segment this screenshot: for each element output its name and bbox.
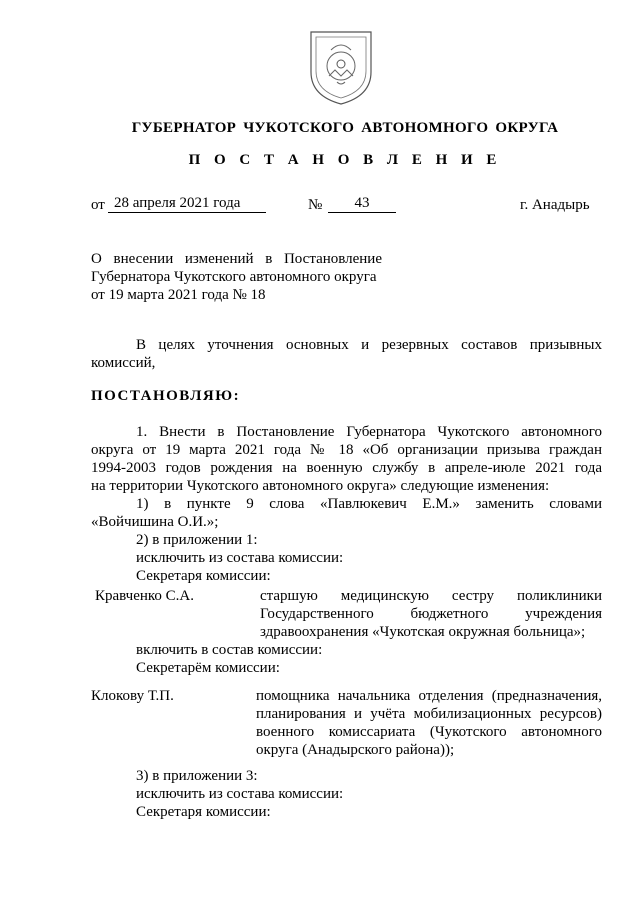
person-position-line: Государственного бюджетного учреждения — [260, 606, 602, 622]
subject-line: О внесении изменений в Постановление — [91, 251, 382, 267]
body-line: 1) в пункте 9 слова «Павлюкевич Е.М.» заменить словами — [136, 496, 602, 512]
person-position-line: военного комиссариата (Чукотского автономного — [256, 724, 602, 740]
body-line: исключить из состава комиссии: — [136, 786, 344, 802]
body-line: округа от 19 марта 2021 года № 18 «Об организации призыва граждан — [91, 442, 602, 458]
body-line: Секретарём комиссии: — [136, 660, 280, 676]
number-label: № — [308, 197, 323, 213]
person-name: Кравченко С.А. — [95, 588, 195, 604]
body-line: Секретаря комиссии: — [136, 804, 271, 820]
document-place: г. Анадырь — [520, 197, 590, 213]
date-label: от — [91, 197, 105, 213]
resolve-heading: ПОСТАНОВЛЯЮ: — [91, 388, 241, 404]
coat-of-arms-emblem — [305, 26, 377, 108]
person-position-line: помощника начальника отделения (предназначения, — [256, 688, 602, 704]
subject-line: от 19 марта 2021 года № 18 — [91, 287, 266, 303]
document-number: 43 — [328, 195, 396, 213]
body-line: 3) в приложении 3: — [136, 768, 258, 784]
person-position-line: округа (Анадырского района)); — [256, 742, 455, 758]
body-line: 1994-2003 годов рождения на военную службу в апреле-июле 2021 года — [91, 460, 602, 476]
person-position-line: старшую медицинскую сестру поликлиники — [260, 588, 602, 604]
document-date: 28 апреля 2021 года — [108, 195, 266, 213]
body-line: на территории Чукотского автономного округа» следующие изменения: — [91, 478, 550, 494]
person-position-line: здравоохранения «Чукотская окружная больница»; — [260, 624, 586, 640]
body-line: исключить из состава комиссии: — [136, 550, 344, 566]
subject-line: Губернатора Чукотского автономного округа — [91, 269, 377, 285]
document-type-title: П О С Т А Н О В Л Е Н И Е — [188, 152, 502, 168]
person-position-line: планирования и учёта мобилизационных ресурсов) — [256, 706, 602, 722]
authority-title: ГУБЕРНАТОР ЧУКОТСКОГО АВТОНОМНОГО ОКРУГА — [131, 120, 559, 136]
preamble-line: комиссий, — [91, 355, 156, 371]
person-name: Клокову Т.П. — [91, 688, 174, 704]
preamble-line: В целях уточнения основных и резервных составов призывных — [136, 337, 602, 353]
body-line: 2) в приложении 1: — [136, 532, 258, 548]
body-line: «Войчишина О.И.»; — [91, 514, 219, 530]
body-line: включить в состав комиссии: — [136, 642, 323, 658]
body-line: 1. Внести в Постановление Губернатора Чукотского автономного — [136, 424, 602, 440]
body-line: Секретаря комиссии: — [136, 568, 271, 584]
